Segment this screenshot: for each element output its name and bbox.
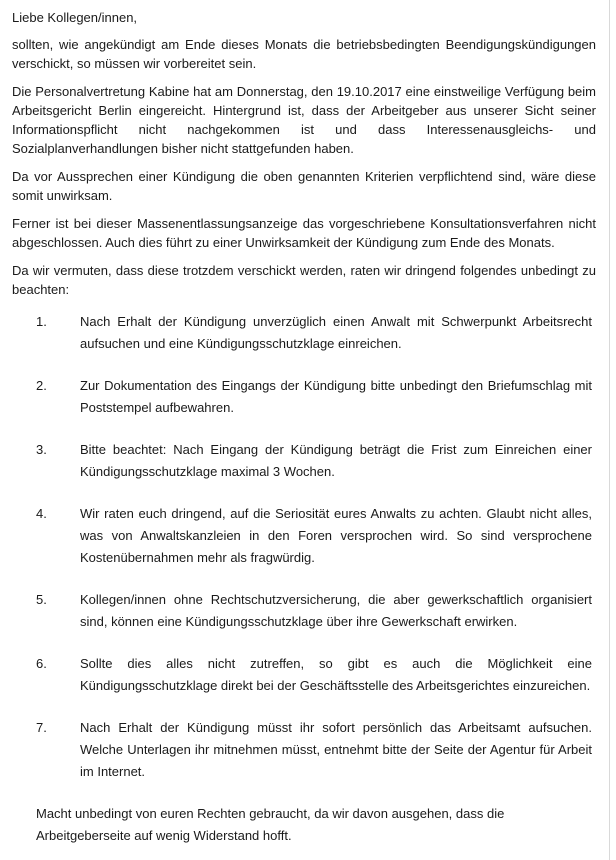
paragraph-announcement: sollten, wie angekündigt am Ende dieses Monats die betriebsbedingten Beendigungskündigungen verschickt, so müssen wir vorbereitet sein. [12,37,596,71]
list-item [12,375,596,419]
list-item [12,589,596,633]
list-item-number: 7. [36,720,47,735]
advice-list [12,311,596,783]
list-item [12,717,596,783]
list-item-text: Zur Dokumentation des Eingangs der Kündigung bitte unbedingt den Briefumschlag mit Poststempel aufbewahren. [80,378,592,415]
list-item-text: Bitte beachtet: Nach Eingang der Kündigung beträgt die Frist zum Einreichen einer Kündigungsschutzklage maximal 3 Wochen. [80,442,592,479]
list-item-text: Wir raten euch dringend, auf die Seriosität eures Anwalts zu achten. Glaubt nicht alles, was von Anwaltskanzleien in den Foren versprochen wird. So sind versprochene Kostenübernahmen mehr als fragwürdig. [80,506,592,565]
list-item-number: 2. [36,378,47,393]
paragraph-invalidity: Da vor Aussprechen einer Kündigung die oben genannten Kriterien verpflichtend sind, wäre diese somit unwirksam. [12,169,596,203]
list-item [12,311,596,355]
list-item [12,439,596,483]
greeting: Liebe Kollegen/innen, [12,10,138,25]
page-edge-divider [609,0,610,860]
closing-paragraph: Macht unbedingt von euren Rechten gebraucht, da wir davon ausgehen, dass die Arbeitgeberseite auf wenig Widerstand hofft. [36,806,505,843]
list-item [12,503,596,569]
list-item-text: Nach Erhalt der Kündigung unverzüglich einen Anwalt mit Schwerpunkt Arbeitsrecht aufsuchen und eine Kündigungsschutzklage einreichen. [80,314,592,351]
list-item-text: Kollegen/innen ohne Rechtschutzversicherung, die aber gewerkschaftlich organisiert sind, können eine Kündigungsschutzklage über ihre Gewerkschaft erwirken. [80,592,592,629]
list-item-number: 3. [36,442,47,457]
paragraph-advice-intro: Da wir vermuten, dass diese trotzdem verschickt werden, raten wir dringend folgendes unbedingt zu beachten: [12,263,596,297]
paragraph-injunction: Die Personalvertretung Kabine hat am Donnerstag, den 19.10.2017 eine einstweilige Verfügung beim Arbeitsgericht Berlin eingereicht. Hintergrund ist, dass der Arbeitgeber aus unserer Sicht seiner Informationspflicht nicht nachgekommen ist und dass Interessenausgleichs- und Sozialplanverhandlungen bisher nicht stattgefunden haben. [12,84,596,156]
list-item-number: 5. [36,592,47,607]
list-item-number: 4. [36,506,47,521]
paragraph-consultation: Ferner ist bei dieser Massenentlassungsanzeige das vorgeschriebene Konsultationsverfahren nicht abgeschlossen. Auch dies führt zu einer Unwirksamkeit der Kündigung zum Ende des Monats. [12,216,596,250]
list-item-text: Sollte dies alles nicht zutreffen, so gibt es auch die Möglichkeit eine Kündigungsschutzklage direkt bei der Geschäftsstelle des Arbeitsgerichtes einzureichen. [80,656,592,693]
list-item-number: 6. [36,656,47,671]
list-item-text: Nach Erhalt der Kündigung müsst ihr sofort persönlich das Arbeitsamt aufsuchen. Welche Unterlagen ihr mitnehmen müsst, entnehmt bitte der Seite der Agentur für Arbeit im Internet. [80,720,592,779]
list-item-number: 1. [36,314,47,329]
list-item [12,653,596,697]
